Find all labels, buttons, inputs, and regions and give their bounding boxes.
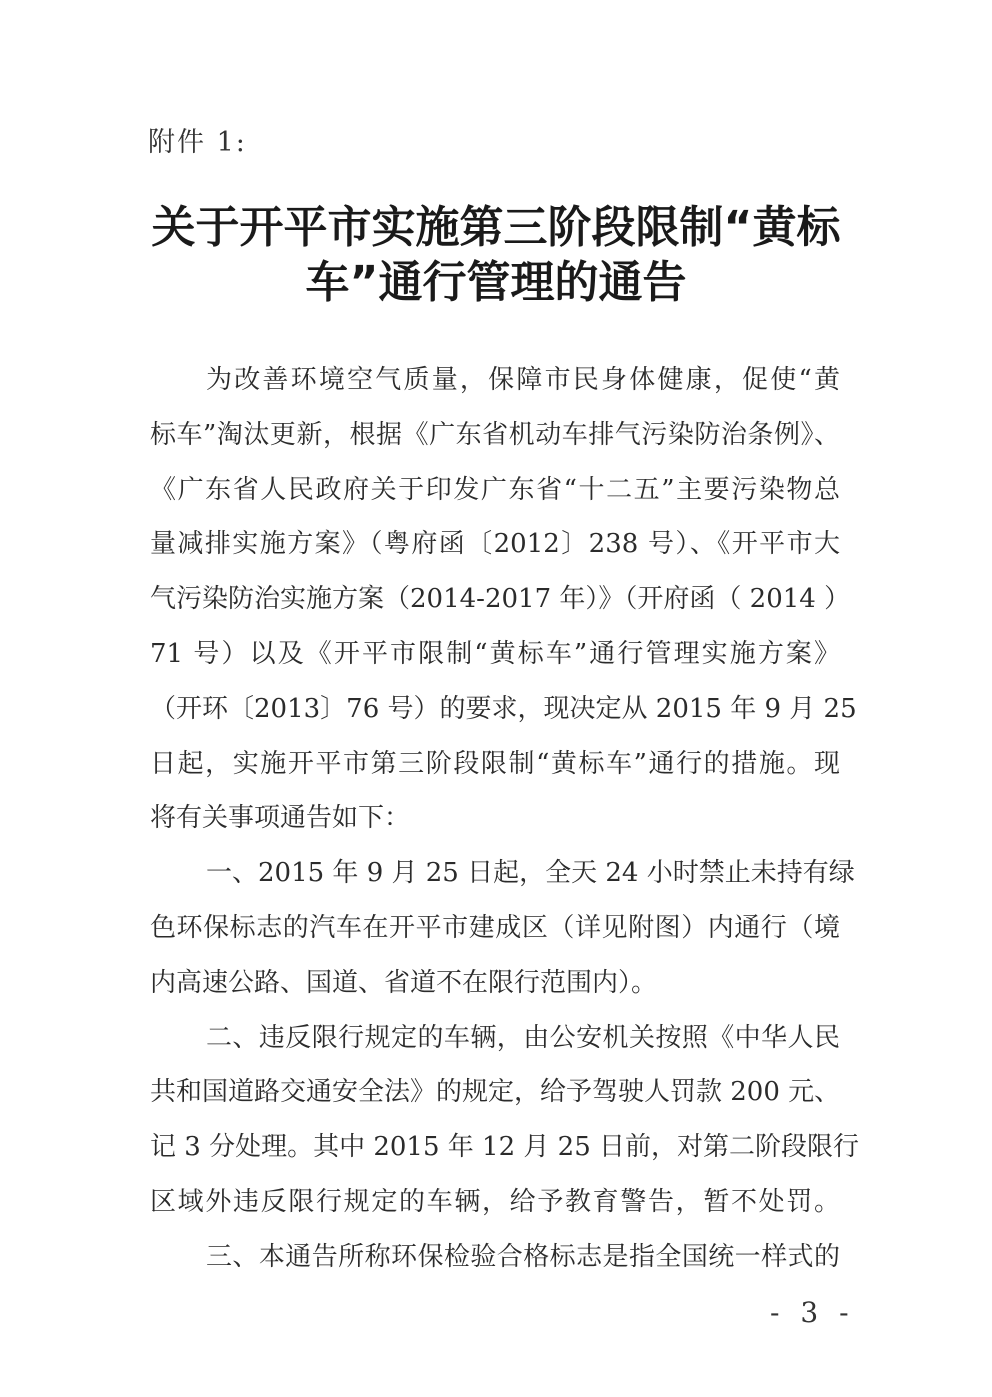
body-line-10: 一、2015 年 9 月 25 日起，全天 24 小时禁止未持有绿 <box>206 858 855 889</box>
body-line-6: 71 号）以及《开平市限制“黄标车”通行管理实施方案》 <box>150 638 840 669</box>
attachment-label: 附件 1: <box>148 127 247 158</box>
body-line-17: 三、本通告所称环保检验合格标志是指全国统一样式的 <box>206 1241 840 1272</box>
document-title-line-1: 关于开平市实施第三阶段限制“黄标 <box>151 202 841 253</box>
body-line-15: 记 3 分处理。其中 2015 年 12 月 25 日前，对第二阶段限行 <box>150 1132 859 1163</box>
body-line-14: 共和国道路交通安全法》的规定，给予驾驶人罚款 200 元、 <box>150 1077 841 1108</box>
body-line-4: 量减排实施方案》（粤府函〔2012〕238 号）、《开平市大 <box>150 529 840 560</box>
page-number: - 3 - <box>770 1296 855 1329</box>
body-line-16: 区域外违反限行规定的车辆，给予教育警告，暂不处罚。 <box>150 1186 840 1217</box>
body-line-8: 日起，实施开平市第三阶段限制“黄标车”通行的措施。现 <box>150 748 840 779</box>
document-title-line-2: 车”通行管理的通告 <box>305 257 687 308</box>
body-line-3: 《广东省人民政府关于印发广东省“十二五”主要污染物总 <box>150 474 840 505</box>
body-line-1: 为改善环境空气质量，保障市民身体健康，促使“黄 <box>206 365 840 395</box>
body-line-5: 气污染防治实施方案（2014-2017 年）》（开府函（ 2014 ） <box>150 584 851 615</box>
body-line-9: 将有关事项通告如下： <box>150 803 411 834</box>
body-line-7: （开环〔2013〕76 号）的要求，现决定从 2015 年 9 月 25 <box>150 693 857 724</box>
body-line-12: 内高速公路、国道、省道不在限行范围内）。 <box>150 967 658 998</box>
body-line-11: 色环保标志的汽车在开平市建成区（详见附图）内通行（境 <box>150 912 840 943</box>
body-line-2: 标车”淘汰更新，根据《广东省机动车排气污染防治条例》、 <box>150 419 840 450</box>
body-line-13: 二、违反限行规定的车辆，由公安机关按照《中华人民 <box>206 1022 840 1053</box>
document-body <box>150 353 859 1285</box>
